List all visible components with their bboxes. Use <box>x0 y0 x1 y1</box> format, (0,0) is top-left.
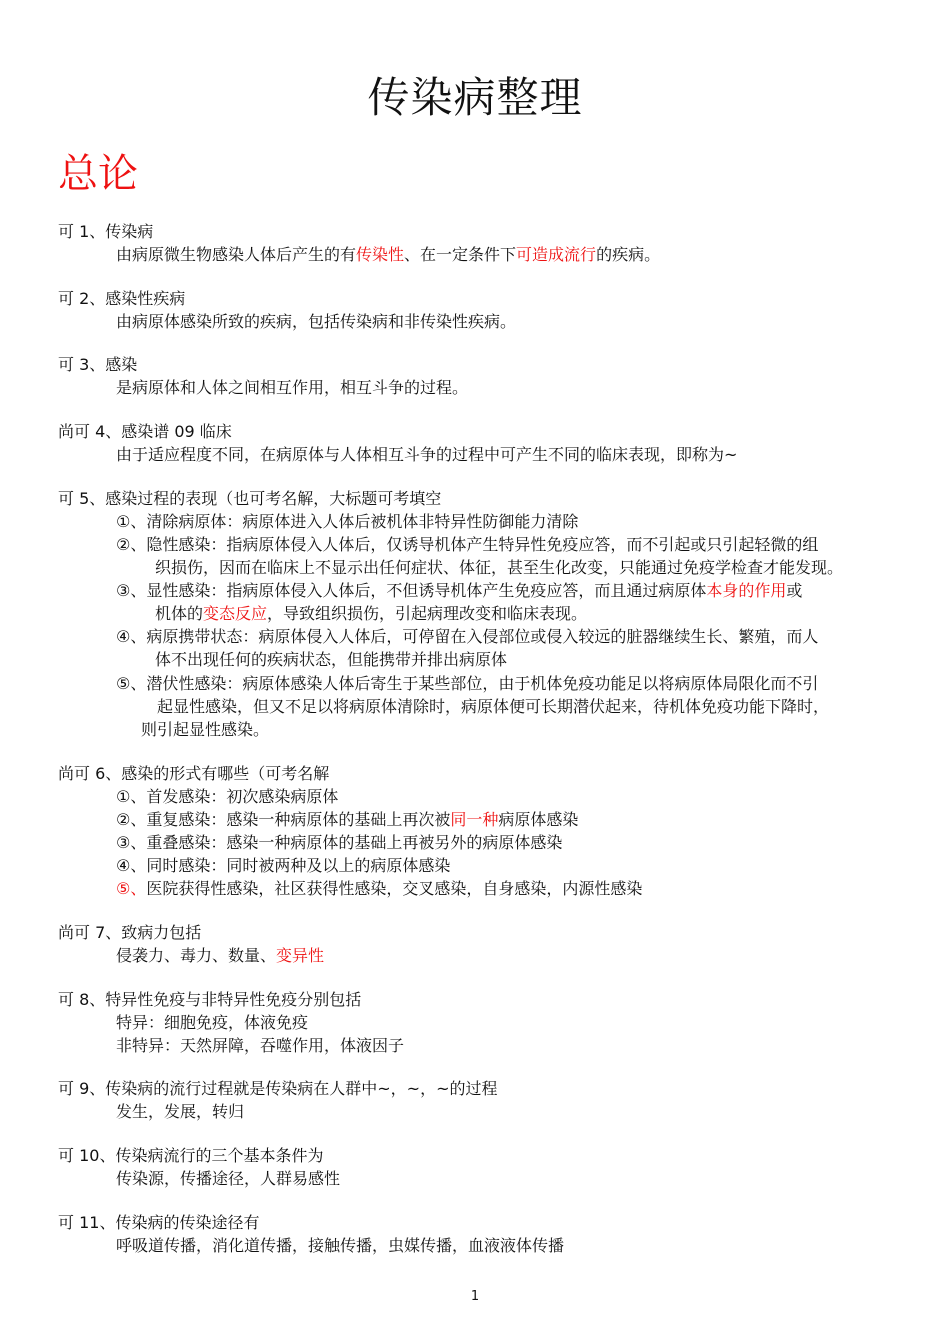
list-item-text: 或 <box>786 581 803 600</box>
list-item-highlight: 同一种 <box>450 810 499 829</box>
list-item: ①、清除病原体：病原体进入人体后被机体非特异性防御能力清除 <box>116 512 579 531</box>
question-9: 可 9、传染病的流行过程就是传染病在人群中~，~，~的过程 <box>58 1079 498 1098</box>
list-item: ③、重叠感染：感染一种病原体的基础上再被另外的病原体感染 <box>116 833 563 852</box>
answer-3: 是病原体和人体之间相互作用，相互斗争的过程。 <box>116 378 469 397</box>
question-10: 可 10、传染病流行的三个基本条件为 <box>58 1146 324 1165</box>
list-item: ⑤、潜伏性感染：病原体感染人体后寄生于某些部位，由于机体免疫功能足以将病原体局限化而不引 <box>116 674 819 693</box>
list-item-text: ③、显性感染：指病原体侵入人体后，不但诱导机体产生免疫应答，而且通过病原体 <box>116 581 707 600</box>
list-item-continuation <box>155 603 587 625</box>
list-item-continuation: 则引起显性感染。 <box>141 720 270 739</box>
list-item: ④、同时感染：同时被两种及以上的病原体感染 <box>116 856 451 875</box>
list-item-highlight: 变态反应 <box>203 604 268 623</box>
answer-7-highlight: 变异性 <box>276 946 325 965</box>
page-number: 1 <box>470 1289 480 1304</box>
list-item: ④、病原携带状态：病原体侵入人体后，可停留在入侵部位或侵入较远的脏器继续生长、繁殖，而人 <box>116 627 819 646</box>
question-5: 可 5、感染过程的表现（也可考名解，大标题可考填空 <box>58 489 442 508</box>
list-item <box>116 878 642 900</box>
answer-4: 由于适应程度不同，在病原体与人体相互斗争的过程中可产生不同的临床表现，即称为~ <box>116 445 738 464</box>
list-item-text: 医院获得性感染，社区获得性感染，交叉感染，自身感染，内源性感染 <box>146 879 643 898</box>
answer-8-specific: 特异：细胞免疫，体液免疫 <box>116 1013 309 1032</box>
question-3: 可 3、感染 <box>58 355 138 374</box>
list-item <box>116 580 802 602</box>
question-4: 尚可 4、感染谱 09 临床 <box>58 422 232 441</box>
list-item: ②、隐性感染：指病原体侵入人体后，仅诱导机体产生特异性免疫应答，而不引起或只引起轻微的组 <box>116 535 819 554</box>
list-item-marker: ⑤、 <box>116 879 147 898</box>
answer-1-highlight: 传染性 <box>356 245 405 264</box>
list-item-text: ②、重复感染：感染一种病原体的基础上再次被 <box>116 810 451 829</box>
answer-1-text: 由病原微生物感染人体后产生的有 <box>116 245 357 264</box>
document-title: 传染病整理 <box>367 73 583 122</box>
answer-9: 发生，发展，转归 <box>116 1102 245 1121</box>
answer-10: 传染源，传播途径，人群易感性 <box>116 1169 341 1188</box>
answer-7 <box>116 945 324 967</box>
question-1: 可 1、传染病 <box>58 222 154 241</box>
answer-2: 由病原体感染所致的疾病，包括传染病和非传染性疾病。 <box>116 312 517 331</box>
list-item-continuation: 织损伤，因而在临床上不显示出任何症状、体征，甚至生化改变，只能通过免疫学检查才能发现。 <box>155 558 844 577</box>
question-7: 尚可 7、致病力包括 <box>58 923 202 942</box>
answer-1-text: 、在一定条件下 <box>404 245 517 264</box>
list-item-continuation: 体不出现任何的疾病状态，但能携带并排出病原体 <box>155 650 508 669</box>
question-2: 可 2、感染性疾病 <box>58 289 186 308</box>
answer-1 <box>116 244 660 266</box>
list-item <box>116 809 578 831</box>
answer-7-text: 侵袭力、毒力、数量、 <box>116 946 277 965</box>
list-item: ①、首发感染：初次感染病原体 <box>116 787 339 806</box>
section-heading: 总论 <box>58 151 138 197</box>
list-item-text: 机体的 <box>155 604 204 623</box>
list-item-highlight: 本身的作用 <box>706 581 787 600</box>
list-item-continuation: 起显性感染，但又不足以将病原体清除时，病原体便可长期潜伏起来，待机体免疫功能下降时， <box>157 697 830 716</box>
question-11: 可 11、传染病的传染途径有 <box>58 1213 260 1232</box>
list-item-text: 病原体感染 <box>498 810 579 829</box>
question-8: 可 8、特异性免疫与非特异性免疫分别包括 <box>58 990 362 1009</box>
question-6: 尚可 6、感染的形式有哪些（可考名解 <box>58 764 330 783</box>
list-item-text: ，导致组织损伤，引起病理改变和临床表现。 <box>267 604 588 623</box>
answer-1-highlight: 可造成流行 <box>516 245 597 264</box>
answer-1-text: 的疾病。 <box>596 245 661 264</box>
answer-11: 呼吸道传播，消化道传播，接触传播，虫媒传播，血液液体传播 <box>116 1236 565 1255</box>
answer-8-nonspecific: 非特异：天然屏障，吞噬作用，体液因子 <box>116 1036 405 1055</box>
